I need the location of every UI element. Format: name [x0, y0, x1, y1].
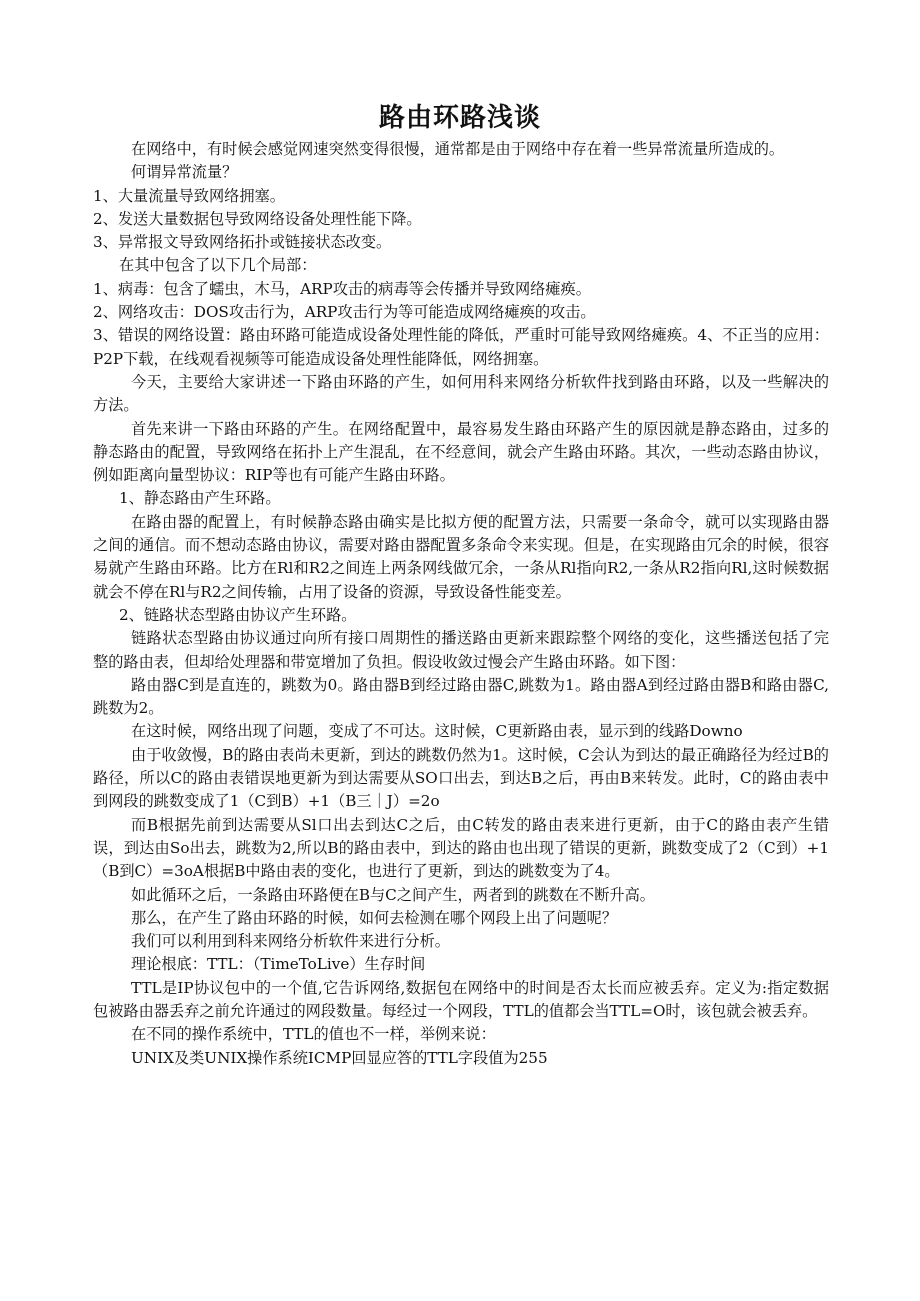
- paragraph: 今天，主要给大家讲述一下路由环路的产生，如何用科来网络分析软件找到路由环路，以及一些解决的方法。: [93, 372, 829, 415]
- paragraph: 首先来讲一下路由环路的产生。在网络配置中，最容易发生路由环路产生的原因就是静态路由，过多的静态路由的配置，导致网络在拓扑上产生混乱，在不经意间，就会产生路由环路。其次，一些动态路由协议，例如距离向量型协议：RIP等也有可能产生路由环路。: [93, 419, 829, 485]
- paragraph: 1、静态路由产生环路。: [119, 489, 281, 508]
- paragraph: 在这时候，网络出现了问题，变成了不可达。这时候，C更新路由表，显示到的线路Downo: [131, 722, 743, 741]
- paragraph: 我们可以利用到科来网络分析软件来进行分析。: [131, 932, 450, 951]
- paragraph: 如此循环之后，一条路由环路便在B与C之间产生，两者到的跳数在不断升高。: [131, 885, 655, 904]
- paragraph: 而B根据先前到达需要从Sl口出去到达C之后，由C转发的路由表来进行更新，由于C的路由表产生错误，到达由So出去，跳数为2,所以B的路由表中，到达的路由也出现了错误的更新，跳数变成了2（C到）+1（B到C）=3oA根据B中路由表的变化，也进行了更新，到达的跳数变为了4。: [93, 815, 829, 881]
- paragraph: 1、大量流量导致网络拥塞。: [93, 186, 285, 205]
- paragraph: 由于收敛慢，B的路由表尚未更新，到达的跳数仍然为1。这时候，C会认为到达的最正确路径为经过B的路径，所以C的路由表错误地更新为到达需要从SO口出去，到达B之后，再由B来转发。此时，C的路由表中到网段的跳数变成了1（C到B）+1（B三｜J）=2o: [93, 745, 829, 811]
- paragraph: 在不同的操作系统中，TTL的值也不一样，举例来说：: [131, 1025, 496, 1044]
- paragraph: UNIX及类UNIX操作系统ICMP回显应答的TTL字段值为255: [131, 1048, 548, 1067]
- paragraph: 1、病毒：包含了蠕虫，木马，ARP攻击的病毒等会传播并导致网络瘫痪。: [93, 279, 591, 298]
- paragraph: 路由器C到是直连的，跳数为0。路由器B到经过路由器C,跳数为1。路由器A到经过路由器B和路由器C,跳数为2。: [93, 675, 829, 718]
- paragraph: 3、错误的网络设置：路由环路可能造成设备处理性能的降低，严重时可能导致网络瘫痪。4、不正当的应用：P2P下载，在线观看视频等可能造成设备处理性能降低，网络拥塞。: [93, 326, 829, 368]
- paragraph: 链路状态型路由协议通过向所有接口周期性的播送路由更新来跟踪整个网络的变化，这些播送包括了完整的路由表，但却给处理器和带宽增加了负担。假设收敛过慢会产生路由环路。如下图：: [93, 629, 829, 671]
- document-title: 路由环路浅谈: [378, 103, 541, 133]
- paragraph: 在路由器的配置上，有时候静态路由确实是比拟方便的配置方法，只需要一条命令，就可以实现路由器之间的通信。而不想动态路由协议，需要对路由器配置多条命令来实现。但是，在实现路由冗余的时候，很容易就产生路由环路。比方在Rl和R2之间连上两条网线做冗余，一条从Rl指向R2,一条从R2指向Rl,这时候数据就会不停在Rl与R2之间传输，占用了设备的资源，导致设备性能变差。: [93, 512, 829, 601]
- paragraph: TTL是IP协议包中的一个值,它告诉网络,数据包在网络中的时间是否太长而应被丢弃。定义为:指定数据包被路由器丢弃之前允许通过的网段数量。每经过一个网段，TTL的值都会当TTL=O时，该包就会被丢弃。: [93, 978, 829, 1020]
- document-body: [93, 138, 829, 1070]
- paragraph: 3、异常报文导致网络拓扑或链接状态改变。: [93, 233, 392, 252]
- paragraph: 在其中包含了以下几个局部：: [119, 256, 317, 275]
- paragraph: 2、网络攻击：DOS攻击行为，ARP攻击行为等可能造成网络瘫痪的攻击。: [93, 303, 596, 322]
- paragraph: 2、发送大量数据包导致网络设备处理性能下降。: [93, 209, 422, 228]
- paragraph: 2、链路状态型路由协议产生环路。: [119, 605, 357, 624]
- paragraph: 在网络中，有时候会感觉网速突然变得很慢，通常都是由于网络中存在着一些异常流量所造成的。: [131, 140, 785, 158]
- paragraph: 那么，在产生了路由环路的时候，如何去检测在哪个网段上出了问题呢？: [131, 908, 617, 927]
- paragraph: 理论根底：TTL：（TimeToLive）生存时间: [131, 955, 426, 974]
- paragraph: 何谓异常流量？: [131, 163, 238, 182]
